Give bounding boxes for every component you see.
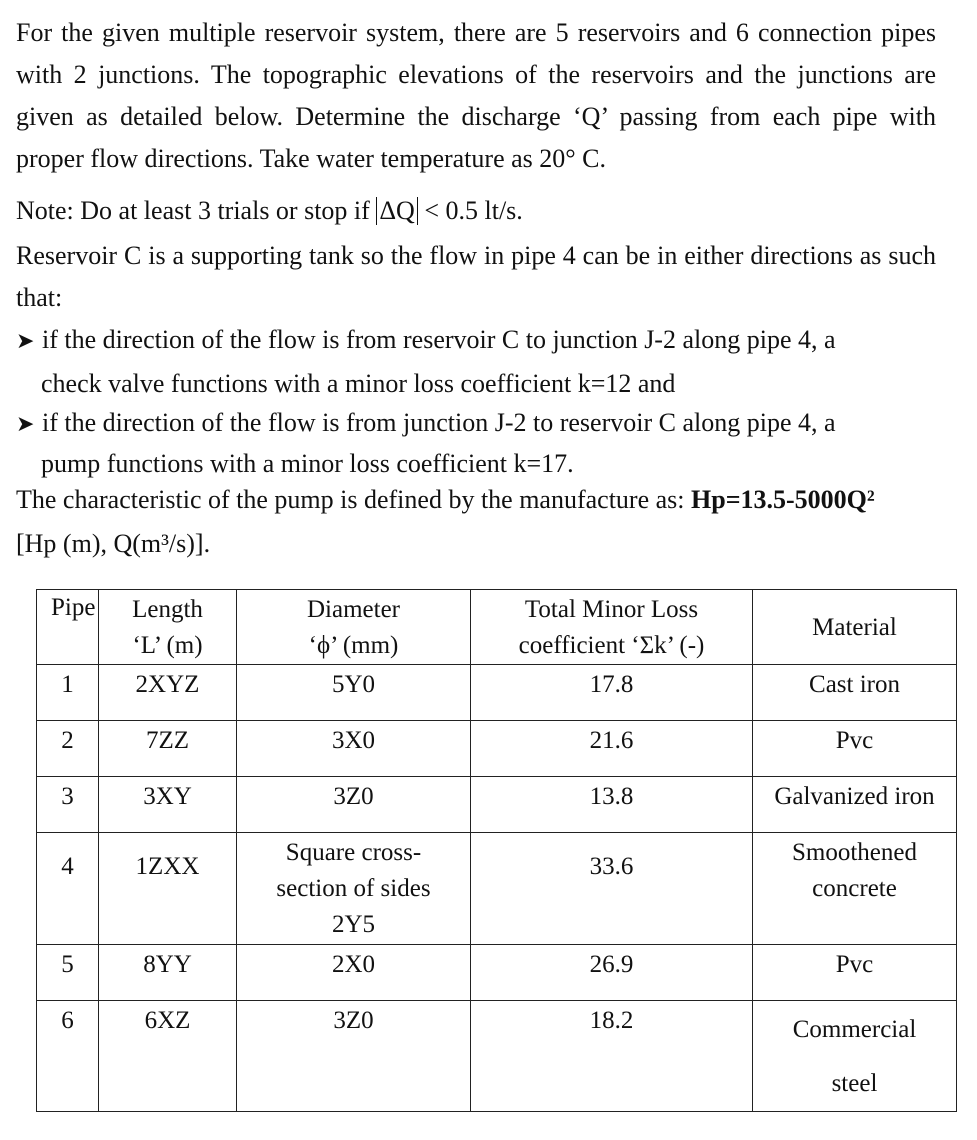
header-minor-loss: [471, 590, 753, 665]
cell-diameter: 3X0: [237, 721, 471, 777]
header-diameter-line-1: Diameter: [306, 596, 400, 623]
cell-diameter: [237, 833, 471, 945]
header-minor-loss-line-2: coefficient ‘Σk’ (-): [518, 632, 705, 659]
cell-material-line-2: steel: [831, 1070, 878, 1097]
header-length-line-2: ‘L’ (m): [132, 632, 203, 659]
pump-formula: Hp=13.5-5000Q²: [691, 485, 875, 514]
cell-minor-loss: 26.9: [471, 945, 753, 1001]
cell-minor-loss: 21.6: [471, 721, 753, 777]
cell-length: 6XZ: [99, 1001, 237, 1112]
bullet-1-line-1: if the direction of the flow is from reservoir C to junction J-2 along pipe 4, a: [42, 325, 836, 354]
cell-pipe: 2: [37, 721, 99, 777]
cell-diameter-line-2: section of sides: [276, 875, 431, 902]
cell-material: Cast iron: [753, 665, 957, 721]
cell-length: 8YY: [99, 945, 237, 1001]
cell-minor-loss: 17.8: [471, 665, 753, 721]
cell-diameter: 3Z0: [237, 1001, 471, 1112]
cell-minor-loss: 18.2: [471, 1001, 753, 1112]
reservoir-c-paragraph: Reservoir C is a supporting tank so the flow in pipe 4 can be in either directions as such that:: [16, 241, 936, 312]
cell-material: Pvc: [753, 945, 957, 1001]
bullet-pump: [16, 403, 936, 483]
bullet-2-line-2: pump functions with a minor loss coefficient k=17.: [41, 449, 574, 478]
table-header-row: [37, 590, 957, 665]
note-paragraph: [16, 190, 936, 232]
table-row: [37, 721, 957, 777]
table-row: [37, 945, 957, 1001]
cell-material-line-1: Commercial: [792, 1016, 917, 1043]
note-suffix: < 0.5 lt/s.: [417, 196, 523, 225]
pipe-properties-table: [36, 589, 957, 1112]
cell-length: 7ZZ: [99, 721, 237, 777]
arrow-bullet-icon: ➤: [16, 412, 35, 437]
table-row: [37, 665, 957, 721]
pump-prefix: The characteristic of the pump is defined by the manufacture as:: [16, 485, 692, 514]
header-diameter: [237, 590, 471, 665]
cell-material-line-1: Smoothened: [792, 839, 917, 866]
pump-units: [Hp (m), Q(m³/s)].: [16, 529, 211, 558]
cell-minor-loss: 33.6: [471, 833, 753, 945]
bullet-2-line-1: if the direction of the flow is from junction J-2 to reservoir C along pipe 4, a: [42, 408, 836, 437]
cell-length: 3XY: [99, 777, 237, 833]
intro-paragraph: For the given multiple reservoir system, there are 5 reservoirs and 6 connection pipes with 2 junctions. The topographic elevations of the reservoirs and the junctions are given as detailed below. Determine the discharge ‘Q’ passing from each pipe with proper flow directions. Take water temperature as 20° C.: [16, 18, 936, 173]
cell-pipe: 6: [37, 1001, 99, 1112]
cell-material: [753, 833, 957, 945]
arrow-bullet-icon: ➤: [16, 329, 35, 354]
cell-diameter: 3Z0: [237, 777, 471, 833]
cell-pipe: 3: [37, 777, 99, 833]
cell-pipe: 4: [37, 833, 99, 945]
cell-pipe: 5: [37, 945, 99, 1001]
cell-minor-loss: 13.8: [471, 777, 753, 833]
table-row: [37, 777, 957, 833]
cell-diameter: 2X0: [237, 945, 471, 1001]
header-length-line-1: Length: [132, 596, 203, 623]
header-minor-loss-line-1: Total Minor Loss: [524, 596, 699, 623]
cell-material: Galvanized iron: [753, 777, 957, 833]
cell-diameter-line-1: Square cross-: [285, 839, 422, 866]
header-length: [99, 590, 237, 665]
cell-material: Pvc: [753, 721, 957, 777]
cell-diameter-line-3: 2Y5: [331, 911, 376, 938]
cell-length: 2XYZ: [99, 665, 237, 721]
abs-delta-q: ΔQ: [376, 197, 418, 225]
table-row: [37, 1001, 957, 1112]
pump-paragraph: [16, 478, 936, 566]
cell-diameter: 5Y0: [237, 665, 471, 721]
header-diameter-line-2: ‘ϕ’ (mm): [308, 632, 399, 659]
note-prefix: Note: Do at least 3 trials or stop if: [16, 196, 377, 225]
bullet-check-valve: [16, 319, 936, 405]
header-pipe: Pipe: [37, 590, 99, 665]
cell-material-line-2: concrete: [812, 875, 897, 902]
cell-pipe: 1: [37, 665, 99, 721]
bullet-1-line-2: check valve functions with a minor loss coefficient k=12 and: [41, 369, 676, 398]
cell-material: [753, 1001, 957, 1112]
table-row: [37, 833, 957, 945]
cell-length: 1ZXX: [99, 833, 237, 945]
header-material: Material: [753, 590, 957, 665]
